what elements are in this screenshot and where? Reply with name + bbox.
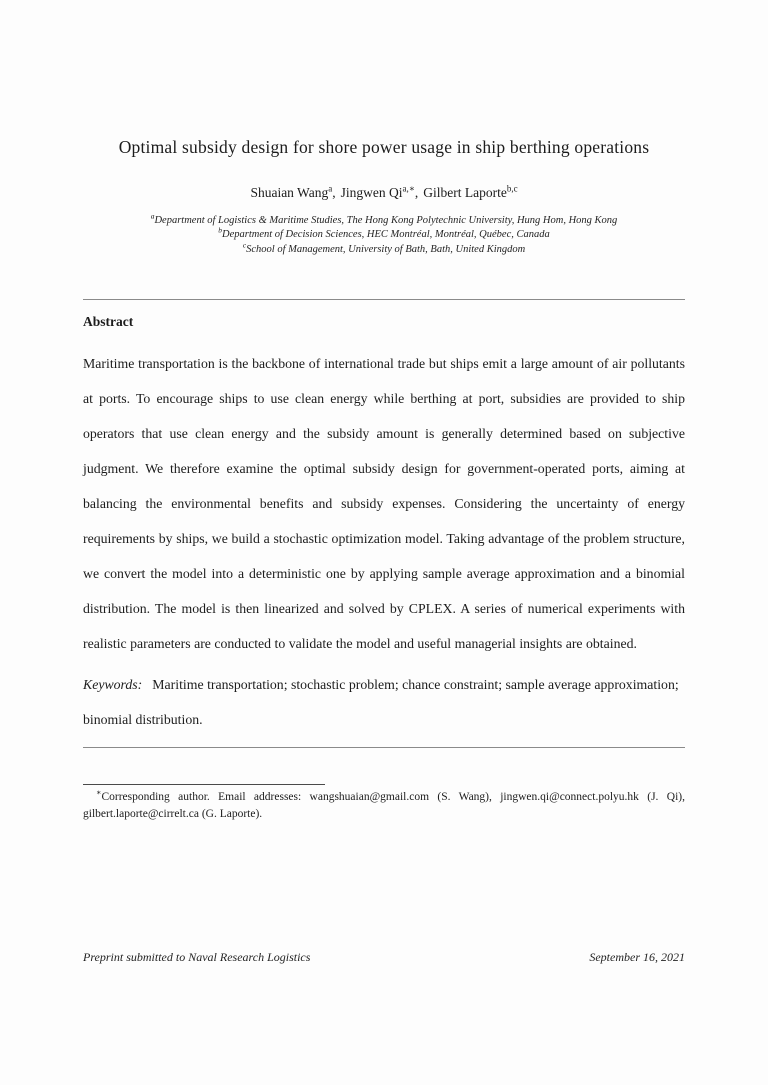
author-separator: , (332, 184, 336, 200)
affiliation-text: Department of Logistics & Maritime Studies, The Hong Kong Polytechnic University, Hung Hom, Hong Kong (154, 214, 618, 226)
submission-date: September 16, 2021 (589, 950, 685, 964)
paper-title: Optimal subsidy design for shore power usage in ship berthing operations (118, 137, 650, 157)
abstract-body: Maritime transportation is the backbone of international trade but ships emit a large amount of air pollutants at ports. To encourage ships to use clean energy while berthing at port, subsidies are provided to ship operators that use clean energy and the subsidy amount is generally determined based on subjective judgment. We therefore examine the optimal subsidy design for government-operated ports, aiming at balancing the environmental benefits and subsidy expenses. Considering the uncertainty of energy requirements by ships, we build a stochastic optimization model. Taking advantage of the problem structure, we convert the model into a deterministic one by applying sample average approximation and a binomial distribution. The model is then linearized and solved by CPLEX. A series of numerical experiments with realistic parameters are conducted to validate the model and useful managerial insights are obtained. (83, 356, 685, 652)
affiliation-mark: c (242, 240, 247, 250)
author-affiliation-mark: a (328, 183, 333, 194)
abstract-heading: Abstract (83, 314, 134, 330)
author-affiliation-mark: a,∗ (402, 183, 415, 194)
author-separator: , (414, 184, 419, 200)
corresponding-author-footnote (83, 789, 685, 822)
keywords-label: Keywords: (83, 677, 143, 693)
author-line (83, 185, 685, 201)
affiliation-line (83, 225, 685, 243)
author-name: Gilbert Laporte (423, 184, 507, 200)
author-name: Jingwen Qi (340, 184, 403, 200)
keywords-text: Maritime transportation; stochastic problem; chance constraint; sample average approximation; binomial distribution. (83, 677, 679, 728)
abstract-bottom-divider (83, 747, 685, 748)
affiliation-text: School of Management, University of Bath, Bath, United Kingdom (246, 243, 526, 255)
footnote-marker: ∗ (96, 788, 102, 798)
affiliation-mark: a (150, 211, 155, 221)
page-footer (83, 950, 685, 965)
affiliation-mark: b (218, 225, 222, 235)
preprint-note: Preprint submitted to Naval Research Logistics (83, 950, 311, 964)
keywords-block (83, 667, 685, 737)
footnote-text: Corresponding author. Email addresses: wangshuaian@gmail.com (S. Wang), jingwen.qi@connect.polyu.hk (J. Qi), gilbert.laporte@cirrelt.ca (G. Laporte). (83, 791, 685, 820)
footnote-divider (83, 784, 325, 785)
affiliation-line (83, 211, 685, 229)
author-name: Shuaian Wang (250, 184, 329, 200)
affiliation-list (83, 211, 685, 258)
affiliation-line (83, 240, 685, 258)
affiliation-text: Department of Decision Sciences, HEC Montréal, Montréal, Québec, Canada (221, 229, 550, 241)
author-affiliation-mark: b,c (506, 183, 518, 194)
abstract-top-divider (83, 299, 685, 300)
